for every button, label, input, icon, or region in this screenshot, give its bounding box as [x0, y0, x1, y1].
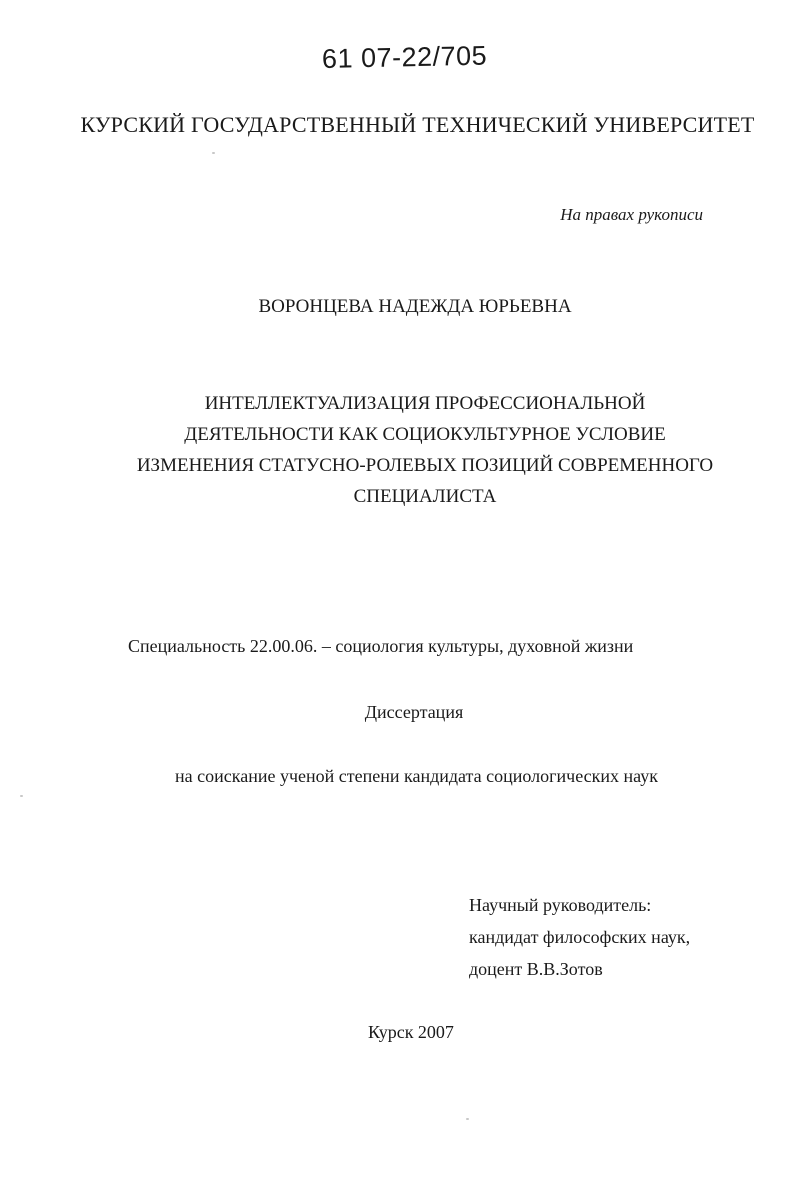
document-type: Диссертация — [364, 702, 464, 722]
supervisor-degree: кандидат философских наук, — [469, 927, 691, 947]
dissertation-title — [0, 388, 795, 512]
scan-speck — [20, 795, 23, 797]
scan-speck — [466, 1118, 469, 1120]
place-year: Курск 2007 — [368, 1022, 454, 1042]
degree-line: на соискание ученой степени кандидата социологических наук — [175, 766, 658, 786]
specialty-line: Специальность 22.00.06. – социология культуры, духовной жизни — [128, 636, 634, 656]
supervisor-label: Научный руководитель: — [469, 895, 652, 915]
scan-speck — [212, 152, 215, 154]
manuscript-note: На правах рукописи — [560, 205, 703, 224]
title-line: ДЕЯТЕЛЬНОСТИ КАК СОЦИОКУЛЬТУРНОЕ УСЛОВИЕ — [184, 424, 666, 445]
title-line: СПЕЦИАЛИСТА — [353, 486, 497, 507]
title-line: ИНТЕЛЛЕКТУАЛИЗАЦИЯ ПРОФЕССИОНАЛЬНОЙ — [204, 393, 646, 414]
archive-code: 61 07-22/705 — [321, 40, 488, 74]
author-name: ВОРОНЦЕВА НАДЕЖДА ЮРЬЕВНА — [258, 296, 572, 317]
university-name: КУРСКИЙ ГОСУДАРСТВЕННЫЙ ТЕХНИЧЕСКИЙ УНИВЕРСИТЕТ — [80, 112, 755, 137]
title-line: ИЗМЕНЕНИЯ СТАТУСНО-РОЛЕВЫХ ПОЗИЦИЙ СОВРЕМЕННОГО — [136, 455, 714, 476]
supervisor-name: доцент В.В.Зотов — [469, 959, 603, 979]
supervisor-block — [469, 889, 690, 985]
